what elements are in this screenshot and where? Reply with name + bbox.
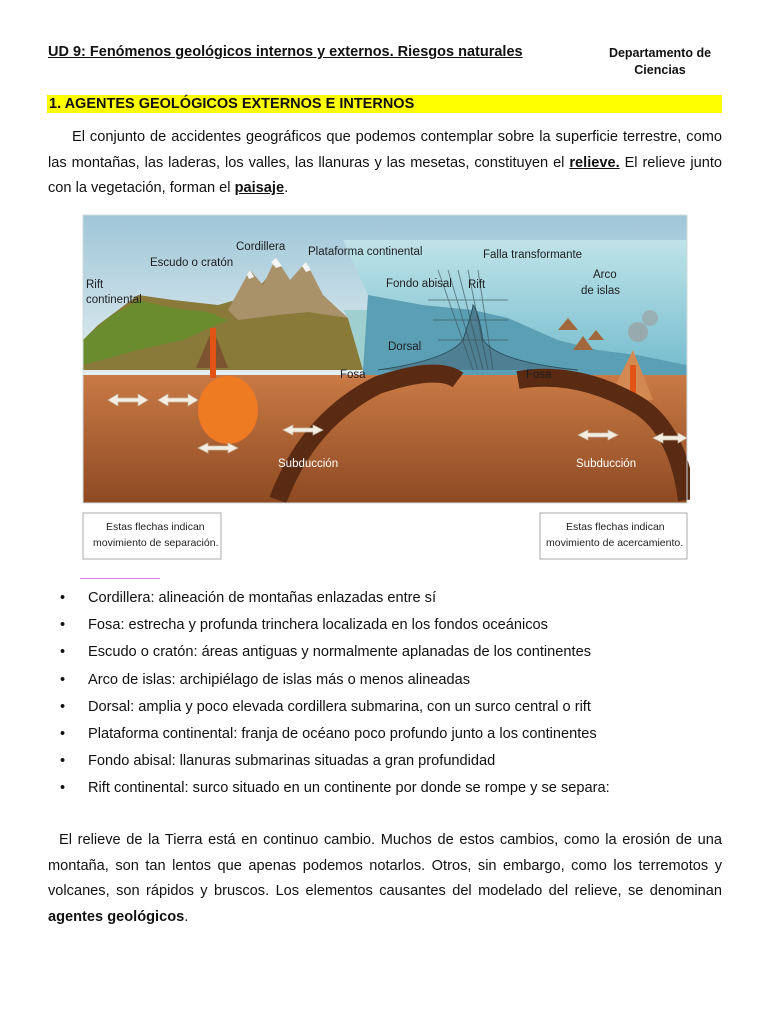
label-subduccion-right: Subducción <box>576 458 637 470</box>
list-item-text: Arco de islas: archipiélago de islas más o menos alineadas <box>88 671 471 688</box>
intro-text-2: El relieve junto con la vegetación, forman el <box>48 154 722 196</box>
label-plataforma: Plataforma continental <box>308 246 423 258</box>
label-rift-continental-2: continental <box>86 294 142 306</box>
caption-left-line-1: Estas flechas indican <box>106 521 205 533</box>
list-item <box>60 750 610 777</box>
list-item <box>60 641 610 668</box>
bullet-dot: • <box>60 617 66 634</box>
bullet-dot: • <box>60 725 66 742</box>
list-item-text: Dorsal: amplia y poco elevada cordillera submarina, con un surco central o rift <box>88 698 591 715</box>
bullet-dot: • <box>60 780 66 797</box>
list-item-text: Rift continental: surco situado en un continente por donde se rompe y se separa: <box>88 780 610 797</box>
bullet-dot: • <box>60 590 66 606</box>
caption-right-line-2: movimiento de acercamiento. <box>546 537 684 549</box>
closing-text-1: El relieve de la Tierra está en continuo cambio. Muchos de estos cambios, como la erosión de una montaña, son tan lentos que apenas podemos notarlos. Otros, sin embargo, como los terremotos y volcanes, son rápidos y bruscos. Los elementos causantes del modelado del relieve, se denominan <box>48 832 722 899</box>
caption-box-right <box>540 513 687 559</box>
bullet-dot: • <box>60 753 66 770</box>
closing-text-2: . <box>184 908 189 925</box>
label-rift-continental-1: Rift <box>86 279 104 291</box>
department-line-2: Ciencias <box>634 63 686 77</box>
intro-paragraph <box>48 125 722 202</box>
caption-left-line-2: movimiento de separación. <box>93 537 219 549</box>
keyword-agentes-geologicos: agentes geológicos <box>48 908 185 925</box>
label-escudo: Escudo o cratón <box>150 257 234 269</box>
list-item <box>60 587 610 614</box>
keyword-paisaje: paisaje <box>234 180 285 196</box>
closing-paragraph <box>48 828 722 930</box>
document-title: UD 9: Fenómenos geológicos internos y externos. Riesgos naturales <box>48 44 523 60</box>
list-item-text: Escudo o cratón: áreas antiguas y normalmente aplanadas de los continentes <box>88 644 591 661</box>
intro-text-3: . <box>284 180 289 196</box>
bullet-dot: • <box>60 644 66 661</box>
list-item-text: Fosa: estrecha y profunda trinchera localizada en los fondos oceánicos <box>88 617 548 634</box>
list-item-text: Fondo abisal: llanuras submarinas situadas a gran profundidad <box>88 753 496 770</box>
label-fosa-left: Fosa <box>340 369 366 381</box>
label-arco-2: de islas <box>581 285 620 297</box>
label-dorsal: Dorsal <box>388 341 422 353</box>
label-arco-1: Arco <box>593 269 617 281</box>
label-subduccion-left: Subducción <box>278 458 339 470</box>
caption-right-line-1: Estas flechas indican <box>566 521 665 533</box>
section-heading: 1. AGENTES GEOLÓGICOS EXTERNOS E INTERNOS <box>47 95 722 113</box>
list-item <box>60 777 610 804</box>
list-item <box>60 614 610 641</box>
plate-tectonics-diagram <box>78 200 690 560</box>
list-item-text: Cordillera: alineación de montañas enlazadas entre sí <box>88 590 437 606</box>
label-cordillera: Cordillera <box>236 241 286 253</box>
intro-text-1: El conjunto de accidentes geográficos que podemos contemplar sobre la superficie terrestre, como las montañas, las laderas, los valles, las llanuras y las mesetas, constituyen el <box>48 129 722 171</box>
list-item <box>60 696 610 723</box>
list-item <box>60 669 610 696</box>
list-item <box>60 723 610 750</box>
department-label <box>600 45 720 79</box>
label-fondo-abisal: Fondo abisal <box>386 278 452 290</box>
bullet-dot: • <box>60 698 66 715</box>
label-rift: Rift <box>468 279 486 291</box>
label-fosa-right: Fosa <box>526 369 552 381</box>
divider-line <box>80 578 160 579</box>
bullet-dot: • <box>60 671 66 688</box>
definition-list <box>60 587 610 805</box>
label-falla: Falla transformante <box>483 249 583 261</box>
department-line-1: Departamento de <box>608 46 712 60</box>
caption-box-left <box>83 513 221 559</box>
keyword-relieve: relieve. <box>569 154 620 171</box>
list-item-text: Plataforma continental: franja de océano poco profundo junto a los continentes <box>88 725 597 742</box>
